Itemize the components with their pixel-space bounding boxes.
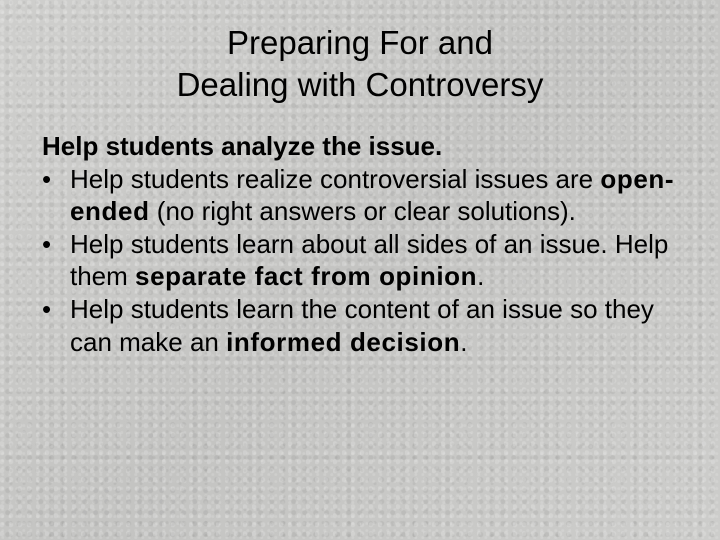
bullet-text: . <box>477 261 485 292</box>
slide-title <box>0 22 720 106</box>
bullet-marker: • <box>42 163 52 194</box>
bullet-text: (no right answers or clear solutions). <box>149 196 576 227</box>
bullet-marker: • <box>42 293 52 324</box>
bullet-text: Help students learn about all sides of an issue. Help them <box>70 228 669 292</box>
bullet-item <box>42 293 702 358</box>
bullet-item <box>42 228 702 293</box>
bullet-list <box>42 163 702 359</box>
body-heading: Help students analyze the issue. <box>42 131 443 161</box>
bullet-text: Help students learn the content of an issue so they can make an <box>70 293 654 357</box>
slide-body <box>42 130 702 358</box>
bullet-emphasis: informed decision <box>226 326 461 357</box>
bullet-item <box>42 163 702 228</box>
title-line-2: Dealing with Controversy <box>176 66 544 103</box>
bullet-emphasis: separate fact from opinion <box>135 261 478 292</box>
bullet-text: . <box>460 326 468 357</box>
bullet-emphasis: open-ended <box>70 163 675 227</box>
bullet-text: Help students realize controversial issues are <box>70 163 601 194</box>
bullet-marker: • <box>42 228 52 259</box>
title-line-1: Preparing For and <box>227 24 493 61</box>
